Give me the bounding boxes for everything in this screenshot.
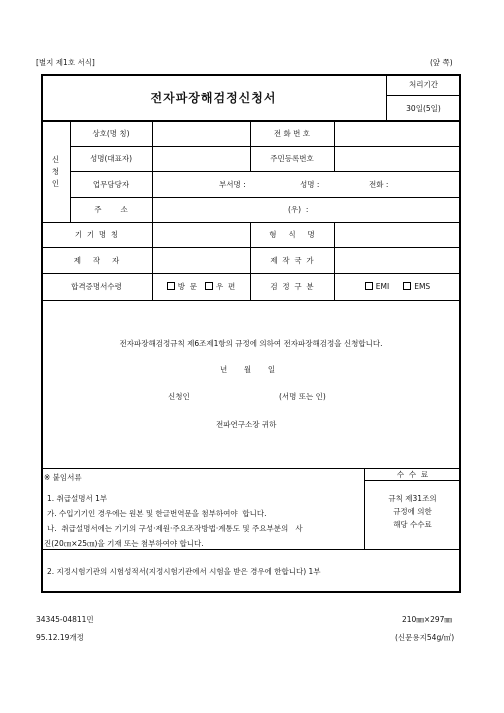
paper-type: (신문용지54g/㎡) (395, 633, 455, 642)
resident-number-label: 주민등록번호 (270, 154, 314, 163)
attachment-item-1a: 가. 수입기기인 경우에는 원본 및 한글번역문을 첨부하여야 합니다. (47, 509, 267, 518)
phone-number-label: 전 화 번 호 (273, 129, 311, 138)
equipment-name-field[interactable] (153, 222, 249, 247)
company-name-label: 상호(명 칭) (92, 129, 130, 138)
country-field[interactable] (335, 247, 460, 273)
department-label: 부서명 : (219, 179, 246, 189)
resident-number-field[interactable] (335, 146, 460, 171)
attachment-item-2: 2. 지정시험기관의 시험성적서(지정시험기관에서 시험을 받은 경우에 한합니다) 1부 (47, 567, 321, 576)
divider (41, 300, 461, 301)
applicant-sign-label: 신청인 (168, 392, 190, 401)
company-name-field[interactable] (153, 121, 249, 146)
attachment-item-1: 1. 취급설명서 1부 (47, 494, 108, 503)
mail-checkbox[interactable] (205, 282, 213, 290)
equipment-name-label: 기 기 명 칭 (74, 230, 119, 239)
phone-number-field[interactable] (335, 121, 460, 146)
representative-field[interactable] (153, 146, 249, 171)
visit-checkbox[interactable] (167, 282, 175, 290)
manufacturer-field[interactable] (153, 247, 249, 273)
fee-label: 수 수 료 (396, 469, 429, 479)
emi-checkbox[interactable] (365, 282, 373, 290)
test-type-options (335, 273, 460, 300)
address-label: 주 소 (94, 205, 128, 214)
attachments-heading: ※ 붙임서류 (44, 473, 82, 482)
country-label: 제 작 국 가 (270, 255, 314, 265)
staff-phone-label: 전화 : (369, 179, 389, 189)
model-name-field[interactable] (335, 222, 460, 247)
ems-checkbox[interactable] (403, 282, 411, 290)
divider (41, 549, 461, 550)
processing-period-label: 처리기간 (409, 80, 438, 89)
fee-line-3: 해당 수수료 (393, 519, 432, 529)
mail-option[interactable]: 우 편 (205, 281, 235, 292)
recipient: 전파연구소장 귀하 (216, 420, 277, 429)
model-name-label: 형 식 명 (269, 230, 315, 239)
attachment-item-1c: 진(20㎝×25㎝)을 기재 또는 첨부하여야 합니다. (44, 539, 204, 548)
fee-line-2: 규정에 의한 (393, 506, 432, 516)
fee-line-1: 규칙 제31조의 (388, 493, 437, 503)
certificate-receipt-label: 합격증명서수령 (71, 282, 122, 291)
signature-field[interactable]: (서명 또는 인) (279, 392, 326, 401)
manufacturer-label: 제 작 자 (73, 255, 120, 265)
zip-code-label: (우) : (288, 205, 309, 214)
visit-option[interactable]: 방 문 (167, 281, 197, 292)
certificate-receipt-options (152, 273, 250, 300)
test-type-label: 검 정 구 분 (270, 282, 314, 291)
divider (364, 480, 461, 481)
paper-size: 210㎜×297㎜ (402, 615, 452, 624)
attachment-item-1b: 나. 취급설명서에는 기기의 구성·제원·주요조작방법·계통도 및 주요부분의 사 (47, 524, 303, 533)
application-date: 년 월 일 (220, 365, 276, 374)
form-title: 전자파장해검정신청서 (150, 91, 277, 105)
staff-name-label: 성명 : (300, 179, 320, 189)
page-side: (앞 쪽) (430, 58, 453, 67)
application-statement: 전자파장해검정규칙 제6조제1항의 규정에 의하여 전자파장해검정을 신청합니다. (119, 338, 383, 348)
form-code: 34345-04811민 (36, 615, 94, 624)
applicant-label: 신 청 인 (51, 154, 60, 188)
staff-label: 업무담당자 (92, 179, 130, 189)
representative-label: 성명(대표자) (89, 154, 133, 163)
ems-option[interactable]: EMS (403, 282, 430, 291)
revision-date: 95.12.19개정 (36, 633, 84, 642)
form-number: [별지 제1호 서식] (36, 58, 95, 67)
emi-option[interactable]: EMI (365, 282, 389, 291)
processing-period-value: 30일(5일) (406, 103, 441, 113)
